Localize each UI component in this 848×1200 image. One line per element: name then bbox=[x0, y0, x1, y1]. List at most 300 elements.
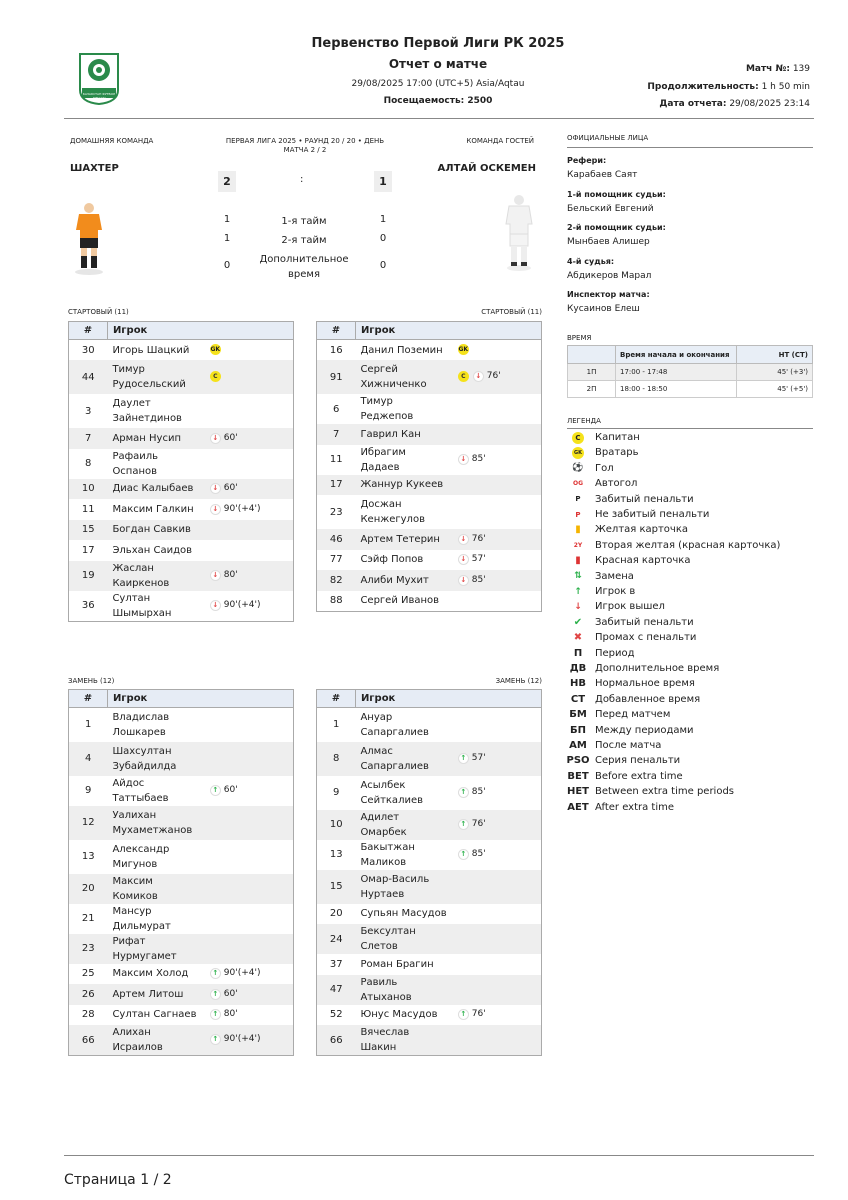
official-name: Мынбаев Алишер bbox=[567, 237, 650, 247]
time-ht: 45' (+5') bbox=[737, 381, 813, 398]
player-number: 28 bbox=[81, 1009, 95, 1021]
report-subtitle: Отчет о матче bbox=[388, 57, 488, 71]
player-number: 37 bbox=[329, 958, 343, 970]
player-number: 9 bbox=[333, 787, 340, 798]
player-name: Владислав Лошкарев bbox=[112, 711, 170, 738]
player-name: Досжан Кенжегулов bbox=[360, 499, 425, 525]
legend-item bbox=[567, 692, 813, 707]
own-goal-icon-glyph: OG bbox=[572, 480, 584, 488]
player-out-icon: ↓ bbox=[458, 454, 469, 465]
player-row bbox=[69, 1005, 294, 1026]
legend-abbr: БП bbox=[570, 724, 586, 736]
player-name: Артем Тетерин bbox=[355, 529, 452, 550]
player-number: 13 bbox=[329, 849, 343, 860]
legend-item bbox=[567, 430, 813, 445]
col-player-header: Игрок bbox=[107, 322, 293, 340]
sub-minute: 85' bbox=[471, 574, 486, 585]
cross-icon bbox=[567, 632, 589, 643]
player-number: 23 bbox=[329, 506, 343, 518]
sub-minute: 90'(+4') bbox=[223, 1034, 261, 1045]
legend-text: Серия пенальти bbox=[595, 755, 681, 767]
time-col-period bbox=[568, 346, 616, 364]
legend-item bbox=[567, 615, 813, 630]
substitution-icon bbox=[567, 571, 589, 581]
player-events bbox=[453, 570, 542, 591]
legend-item bbox=[567, 522, 813, 537]
player-number: 3 bbox=[85, 405, 92, 417]
player-out-icon: ↓ bbox=[210, 483, 221, 494]
officials-divider bbox=[567, 147, 813, 148]
penalty-scored-icon bbox=[567, 495, 589, 503]
col-number-header: # bbox=[69, 690, 108, 708]
player-row bbox=[69, 520, 294, 541]
legend-text: Дополнительное время bbox=[595, 663, 720, 674]
official-role: Рефери: bbox=[567, 156, 607, 165]
player-events bbox=[205, 449, 294, 479]
player-name: Юнус Масудов bbox=[360, 1009, 438, 1021]
yellow-card-icon bbox=[567, 524, 589, 535]
player-events bbox=[453, 360, 542, 394]
player-row bbox=[69, 904, 294, 934]
player-number: 11 bbox=[81, 503, 95, 515]
sub-minute: 90'(+4') bbox=[223, 599, 261, 610]
legend-text: Вратарь bbox=[595, 447, 639, 459]
score-separator: : bbox=[300, 174, 304, 185]
legend-abbr: СТ bbox=[570, 693, 586, 705]
player-number: 8 bbox=[85, 458, 92, 469]
player-number: 17 bbox=[317, 475, 356, 496]
away-team-name: АЛТАЙ ОСКЕМЕН bbox=[437, 163, 536, 174]
player-row bbox=[69, 499, 294, 520]
player-events bbox=[453, 954, 542, 975]
official-name: Кусаинов Елеш bbox=[567, 304, 640, 314]
player-number: 19 bbox=[69, 561, 108, 591]
player-row bbox=[317, 475, 542, 496]
match-duration: Продолжительность: 1 h 50 min bbox=[647, 82, 810, 92]
player-row bbox=[317, 870, 542, 904]
player-number: 10 bbox=[317, 810, 356, 840]
player-row bbox=[317, 776, 542, 810]
legend-text: Желтая карточка bbox=[595, 524, 688, 536]
player-in-icon: ↑ bbox=[210, 1034, 221, 1045]
captain-icon: C bbox=[458, 371, 469, 382]
legend-item bbox=[567, 553, 813, 568]
player-name: Максим Комиков bbox=[107, 874, 204, 904]
player-name: Александр Мигунов bbox=[112, 843, 170, 870]
player-events bbox=[205, 984, 294, 1005]
player-events bbox=[453, 495, 542, 529]
player-events bbox=[453, 810, 542, 840]
player-row bbox=[69, 479, 294, 500]
sub-minute: 76' bbox=[471, 818, 486, 829]
player-number: 52 bbox=[329, 1009, 343, 1021]
player-name: Султан Сагнаев bbox=[112, 1009, 197, 1021]
player-number: 1 bbox=[333, 719, 340, 731]
player-name: Бакытжан Маликов bbox=[360, 841, 415, 868]
player-number: 20 bbox=[329, 908, 343, 920]
player-out-icon: ↓ bbox=[458, 534, 469, 545]
cross-icon-glyph: ✖ bbox=[573, 632, 583, 644]
player-name: Ануар Сапаргалиев bbox=[360, 711, 429, 738]
player-name: Вячеслав Шакин bbox=[355, 1025, 452, 1056]
legend-item bbox=[567, 646, 813, 661]
player-number: 36 bbox=[81, 600, 95, 611]
player-events bbox=[453, 591, 542, 612]
player-events bbox=[453, 708, 542, 742]
player-events bbox=[453, 776, 542, 810]
player-out-icon bbox=[567, 602, 589, 612]
home-subs-table bbox=[68, 689, 294, 1056]
away-starting-caption: СТАРТОВЫЙ (11) bbox=[481, 308, 542, 316]
captain-icon-glyph: C bbox=[572, 432, 584, 444]
player-name: Арман Нусип bbox=[107, 428, 204, 449]
red-card-icon bbox=[567, 555, 589, 566]
player-name: Тимур Рудосельский bbox=[107, 360, 204, 394]
player-number: 82 bbox=[317, 570, 356, 591]
player-row bbox=[69, 776, 294, 806]
player-in-icon: ↑ bbox=[458, 849, 469, 860]
player-row bbox=[69, 428, 294, 449]
goal-icon-glyph: ⚽ bbox=[572, 463, 584, 474]
player-name: Данил Поземин bbox=[360, 344, 443, 356]
player-in-icon: ↑ bbox=[210, 968, 221, 979]
substitution-icon-glyph: ⇅ bbox=[574, 571, 582, 582]
player-row bbox=[69, 540, 294, 561]
check-icon-glyph: ✔ bbox=[573, 616, 583, 628]
time-period: 2П bbox=[568, 381, 616, 398]
legend-text: Вторая желтая (красная карточка) bbox=[595, 539, 781, 551]
legend-item bbox=[567, 769, 813, 784]
legend-text: Перед матчем bbox=[595, 709, 671, 721]
sub-minute: 80' bbox=[223, 1009, 238, 1019]
player-events bbox=[205, 708, 294, 742]
player-events bbox=[205, 540, 294, 561]
sub-minute: 57' bbox=[471, 554, 486, 564]
legend-item bbox=[567, 753, 813, 768]
player-name: Бексултан Слетов bbox=[355, 924, 452, 954]
player-row bbox=[69, 874, 294, 904]
player-number: 7 bbox=[69, 428, 108, 449]
legend-item bbox=[567, 723, 813, 738]
player-number: 77 bbox=[329, 554, 343, 566]
round-label: ПЕРВАЯ ЛИГА 2025 • РАУНД 20 / 20 • ДЕНЬ МАТЧА 2 / 2 bbox=[225, 137, 385, 154]
period-away-score: 0 bbox=[379, 233, 387, 244]
player-name: Равиль Атыханов bbox=[355, 975, 452, 1005]
player-number: 25 bbox=[81, 968, 95, 980]
player-number: 11 bbox=[329, 454, 343, 465]
home-score: 2 bbox=[218, 171, 236, 192]
second-yellow-icon-glyph: 2Y bbox=[573, 541, 583, 549]
player-row bbox=[69, 984, 294, 1005]
player-events bbox=[205, 904, 294, 934]
player-row bbox=[317, 591, 542, 612]
period-away-score: 1 bbox=[379, 214, 387, 225]
player-row bbox=[317, 975, 542, 1005]
player-events bbox=[453, 445, 542, 475]
player-name: Сэйф Попов bbox=[360, 554, 424, 566]
player-row bbox=[69, 449, 294, 479]
player-name: Айдос Таттыбаев bbox=[112, 777, 169, 804]
player-number: 15 bbox=[69, 520, 108, 541]
player-row bbox=[317, 550, 542, 571]
player-number: 6 bbox=[333, 403, 340, 415]
legend-abbr: П bbox=[573, 647, 583, 659]
away-team-label: КОМАНДА ГОСТЕЙ bbox=[466, 137, 534, 145]
header-divider bbox=[64, 118, 814, 119]
player-events bbox=[205, 428, 294, 449]
official-name: Бельский Евгений bbox=[567, 203, 654, 214]
player-events bbox=[205, 840, 294, 874]
player-row bbox=[317, 495, 542, 529]
legend-abbr: ДВ bbox=[569, 663, 587, 674]
legend-abbr: BET bbox=[567, 770, 589, 782]
legend-text: Гол bbox=[595, 462, 614, 474]
player-name: Сергей Хижниченко bbox=[355, 360, 452, 394]
player-in-icon: ↑ bbox=[458, 787, 469, 798]
col-number-header: # bbox=[317, 322, 356, 340]
time-table bbox=[567, 345, 813, 398]
player-out-icon: ↓ bbox=[210, 504, 221, 515]
time-title: ВРЕМЯ bbox=[567, 334, 592, 342]
player-in-icon: ↑ bbox=[458, 753, 469, 764]
player-name: Супьян Масудов bbox=[360, 908, 447, 920]
player-number: 21 bbox=[81, 913, 95, 924]
player-events bbox=[205, 520, 294, 541]
player-events bbox=[453, 904, 542, 925]
time-ht: 45' (+3') bbox=[737, 364, 813, 381]
time-row bbox=[568, 364, 813, 381]
legend-item bbox=[567, 584, 813, 599]
player-number: 12 bbox=[69, 806, 108, 840]
player-events bbox=[205, 742, 294, 776]
legend-text: Замена bbox=[595, 570, 634, 582]
player-row bbox=[317, 954, 542, 975]
sub-minute: 80' bbox=[223, 569, 238, 580]
player-events bbox=[205, 874, 294, 904]
player-in-icon: ↑ bbox=[458, 819, 469, 830]
match-datetime: 29/08/2025 17:00 (UTC+5) Asia/Aqtau bbox=[351, 79, 525, 89]
player-events bbox=[205, 561, 294, 591]
legend-abbr: PSO bbox=[566, 755, 590, 767]
time-row bbox=[568, 381, 813, 398]
official-name: Карабаев Саят bbox=[567, 170, 638, 180]
goalkeeper-icon: GK bbox=[210, 346, 221, 353]
player-name: Роман Брагин bbox=[360, 958, 434, 970]
legend-item bbox=[567, 661, 813, 676]
player-row bbox=[69, 806, 294, 840]
player-in-icon-glyph: ↑ bbox=[574, 586, 582, 597]
player-name: Омар-Василь Нуртаев bbox=[355, 870, 452, 904]
player-number: 46 bbox=[317, 529, 356, 550]
legend-divider bbox=[567, 428, 813, 429]
player-row bbox=[69, 840, 294, 874]
player-number: 23 bbox=[69, 934, 108, 964]
player-number: 44 bbox=[69, 360, 108, 394]
legend-item bbox=[567, 738, 813, 753]
period-label: Дополнительное время bbox=[259, 254, 349, 280]
legend-item bbox=[567, 800, 813, 815]
player-events bbox=[453, 340, 542, 361]
player-row bbox=[317, 394, 542, 424]
player-row bbox=[69, 708, 294, 742]
away-subs-table bbox=[316, 689, 542, 1056]
period-away-score: 0 bbox=[379, 260, 387, 271]
player-events bbox=[453, 475, 542, 496]
time-col-range: Время начала и окончания bbox=[616, 346, 737, 364]
home-team-name: ШАХТЕР bbox=[70, 163, 119, 174]
player-events bbox=[205, 1025, 294, 1056]
player-row bbox=[69, 1025, 294, 1056]
player-out-icon: ↓ bbox=[210, 600, 221, 611]
player-events bbox=[205, 964, 294, 985]
player-in-icon: ↑ bbox=[210, 785, 221, 796]
player-row bbox=[69, 394, 294, 428]
player-name: Асылбек Сейткалиев bbox=[360, 779, 424, 806]
player-events bbox=[453, 924, 542, 954]
penalty-missed-icon-glyph: P bbox=[575, 510, 581, 519]
sub-minute: 85' bbox=[471, 848, 486, 859]
player-row bbox=[69, 591, 294, 622]
legend-text: Между периодами bbox=[595, 724, 694, 736]
report-title: Первенство Первой Лиги РК 2025 bbox=[311, 36, 565, 51]
player-events bbox=[205, 340, 294, 361]
player-number: 66 bbox=[317, 1025, 356, 1056]
legend-abbr: НВ bbox=[570, 678, 586, 690]
sub-minute: 76' bbox=[471, 1009, 486, 1019]
home-starting-table bbox=[68, 321, 294, 622]
player-row bbox=[69, 934, 294, 964]
player-name: Диас Калыбаев bbox=[107, 479, 204, 500]
player-number: 15 bbox=[317, 870, 356, 904]
home-kit-icon bbox=[70, 200, 108, 276]
player-name: Уалихан Мухаметжанов bbox=[107, 806, 204, 840]
player-out-icon: ↓ bbox=[210, 570, 221, 581]
player-number: 7 bbox=[317, 424, 356, 445]
player-name: Мансур Дильмурат bbox=[112, 905, 171, 932]
legend-text: Период bbox=[595, 647, 635, 659]
period-home-score: 0 bbox=[223, 260, 231, 271]
player-row bbox=[317, 1025, 542, 1056]
player-row bbox=[69, 964, 294, 985]
page-number: Страница 1 / 2 bbox=[64, 1172, 172, 1188]
player-events bbox=[205, 394, 294, 428]
player-events bbox=[205, 499, 294, 520]
player-in-icon: ↑ bbox=[210, 1009, 221, 1020]
player-events bbox=[453, 975, 542, 1005]
player-events bbox=[453, 840, 542, 870]
sub-minute: 60' bbox=[223, 432, 238, 443]
player-events bbox=[453, 742, 542, 776]
player-name: Жаннур Кукеев bbox=[355, 475, 452, 496]
player-number: 66 bbox=[69, 1025, 108, 1056]
player-events bbox=[205, 806, 294, 840]
player-row bbox=[317, 424, 542, 445]
sub-minute: 90'(+4') bbox=[223, 968, 261, 978]
player-name: Шахсултан Зубайдилда bbox=[107, 742, 204, 776]
time-range: 18:00 - 18:50 bbox=[616, 381, 737, 398]
period-label: 2-я тайм bbox=[281, 235, 327, 246]
time-range: 17:00 - 17:48 bbox=[616, 364, 737, 381]
time-col-ht: HT (CT) bbox=[737, 346, 813, 364]
period-home-score: 1 bbox=[223, 233, 231, 244]
legend-title: ЛЕГЕНДА bbox=[567, 417, 601, 425]
player-number: 16 bbox=[329, 344, 343, 356]
col-number-header: # bbox=[317, 690, 356, 708]
player-out-icon: ↓ bbox=[473, 371, 484, 382]
penalty-scored-icon-glyph: P bbox=[575, 495, 581, 504]
player-events bbox=[453, 1005, 542, 1026]
legend-item bbox=[567, 445, 813, 460]
player-number: 8 bbox=[317, 742, 356, 776]
legend-item bbox=[567, 507, 813, 522]
footer-divider bbox=[64, 1155, 814, 1156]
legend-text: Between extra time periods bbox=[595, 786, 735, 798]
player-events bbox=[453, 550, 542, 571]
period-home-score: 1 bbox=[223, 214, 231, 225]
match-number: Матч №: 139 bbox=[745, 64, 810, 74]
sub-minute: 60' bbox=[223, 988, 238, 999]
legend-abbr: БМ bbox=[569, 709, 587, 721]
period-label: 1-я тайм bbox=[281, 216, 327, 227]
official-name: Абдикеров Марал bbox=[567, 270, 652, 281]
player-name: Богдан Савкив bbox=[107, 520, 204, 541]
legend-text: Игрок в bbox=[595, 586, 636, 597]
player-name: Алмас Сапаргалиев bbox=[355, 742, 452, 776]
legend-abbr: АМ bbox=[569, 740, 587, 751]
player-row bbox=[69, 742, 294, 776]
player-name: Ибрагим Дадаев bbox=[360, 446, 406, 473]
goalkeeper-icon: GK bbox=[458, 346, 469, 353]
player-number: 26 bbox=[69, 984, 108, 1005]
col-number-header: # bbox=[69, 322, 108, 340]
player-events bbox=[205, 591, 294, 622]
player-events bbox=[205, 1005, 294, 1026]
sub-minute: 57' bbox=[471, 752, 486, 763]
player-row bbox=[317, 904, 542, 925]
away-score: 1 bbox=[374, 171, 392, 192]
sub-minute: 76' bbox=[471, 533, 486, 544]
official-role: Инспектор матча: bbox=[567, 290, 650, 299]
legend-text: Нормальное время bbox=[595, 678, 695, 690]
player-out-icon-glyph: ↓ bbox=[574, 601, 582, 612]
home-subs-caption: ЗАМЕНЬ (12) bbox=[68, 677, 115, 685]
sub-minute: 85' bbox=[471, 453, 486, 464]
player-in-icon bbox=[567, 587, 589, 597]
player-name: Сергей Иванов bbox=[360, 595, 440, 606]
report-date: Дата отчета: 29/08/2025 23:14 bbox=[659, 99, 810, 109]
player-out-icon: ↓ bbox=[458, 575, 469, 586]
player-events bbox=[453, 424, 542, 445]
player-events bbox=[205, 479, 294, 500]
player-row bbox=[317, 840, 542, 870]
legend-text: After extra time bbox=[595, 801, 675, 813]
legend-item bbox=[567, 461, 813, 476]
away-subs-caption: ЗАМЕНЬ (12) bbox=[495, 677, 542, 685]
official-role: 1-й помощник судьи: bbox=[567, 189, 666, 199]
player-events bbox=[453, 394, 542, 424]
player-number: 1 bbox=[85, 719, 92, 731]
player-name: Рифат Нурмугамет bbox=[107, 934, 204, 964]
player-name: Максим Холод bbox=[112, 968, 189, 980]
player-number: 4 bbox=[69, 742, 108, 776]
player-name: Алиби Мухит bbox=[355, 570, 452, 591]
away-starting-table bbox=[316, 321, 542, 612]
yellow-card-icon-glyph: ▮ bbox=[575, 524, 581, 536]
player-row bbox=[69, 561, 294, 591]
legend-text: Добавленное время bbox=[595, 693, 701, 705]
home-starting-caption: СТАРТОВЫЙ (11) bbox=[68, 308, 129, 316]
col-player-header: Игрок bbox=[107, 690, 293, 708]
